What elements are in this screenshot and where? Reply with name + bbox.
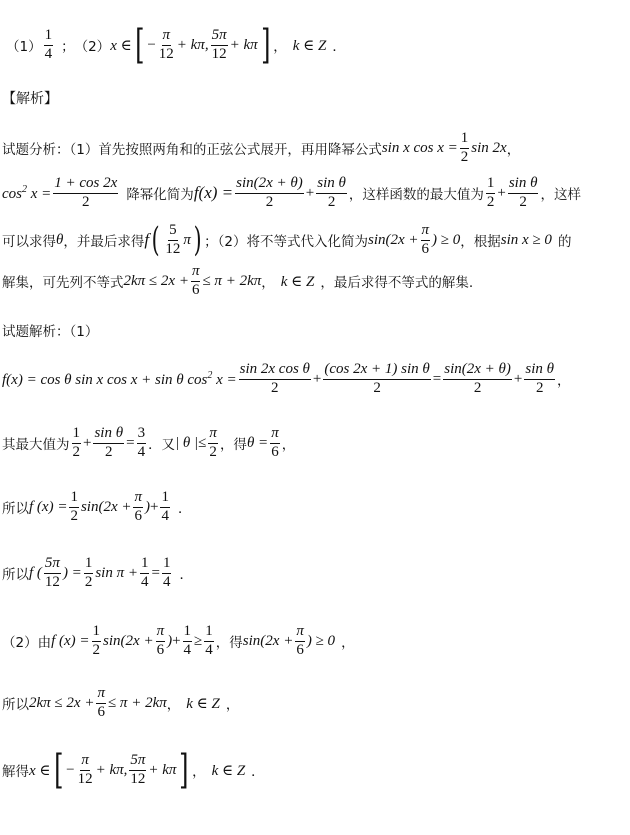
right-bracket: ]: [260, 22, 271, 68]
left-bracket: [: [53, 747, 64, 793]
solution-label: 试题解析：（1）: [2, 324, 99, 340]
right-bracket: ]: [179, 747, 189, 793]
solution-line-4: 所以 f ( $\frac{5\pi}{12}$ ) = $\frac{1}{2}$ sin π + $\frac{1}{4}$ = $\frac{1}{4}$ ．: [2, 554, 193, 590]
solution-line-1: f(x) = cos θ sin x cos x + sin θ $\cos^2 x$ = $\frac{\text{sin 2x cos θ}}{2}$ + $\frac{\text{(cos 2x + 1) sin θ}}{2}$ = $\frac{\sin(2x + \theta)}{2}$ + $\frac{\text{sin θ}}{2}$ ，: [2, 360, 571, 396]
solution-line-7: 解得 x ∈ [ − $\frac{\pi}{12}$ + kπ, $\frac{5\pi}{12}$ + kπ ] ， k ∈ Z ．: [2, 747, 265, 793]
solution-line-2: 其最大值为 $\frac{1}{2}$ + $\frac{\text{sin θ}}{2}$ = $\frac{3}{4}$ ．又 | θ |≤ $\frac{\pi}{2}$ ，得 θ = $\frac{\pi}{6}$ ，: [2, 424, 296, 460]
answer1-fraction: $\frac{1}{4}$: [44, 26, 53, 62]
solution-line-3: 所以 f (x) = $\frac{1}{2}$ sin(2x + $\frac{\pi}{6}$ ) + $\frac{1}{4}$ ．: [2, 488, 192, 524]
solution-line-5: （2）由 f (x) = $\frac{1}{2}$ sin(2x + $\frac{\pi}{6}$ ) + $\frac{1}{4}$ ≥ $\frac{1}{4}$ ，得 sin(2x + $\frac{\pi}{6}$ ) ≥ 0 ，: [2, 622, 355, 658]
hint-line-1: 试题分析：（1）首先按照两角和的正弦公式展开，再用降幂公式 sin x cos x = $\frac{1}{2}$ sin 2x ，: [2, 129, 521, 165]
solution-line-6: 所以 2kπ ≤ 2x + $\frac{\pi}{6}$ ≤ π + 2kπ ， k ∈ Z ，: [2, 684, 240, 720]
part2-label: （2）: [74, 39, 111, 55]
answer-line: （1） $\frac{1}{4}$ ； （2） x ∈ [ − $\frac{\pi}{12}$ + kπ, $\frac{5\pi}{12}$ + kπ ] ， k ∈ Z ．: [6, 22, 346, 68]
part1-label: （1）: [6, 39, 42, 55]
k-in-z: k ∈ Z: [292, 37, 327, 54]
hint-line-2: $\cos^2 x$ = $\frac{1 + \cos 2x}{2}$ 降幂化简为 f(x) = $\frac{\sin(2x + \theta)}{2}$ + $\frac{\text{sin θ}}{2}$ ，这样函数的最大值为 $\frac{1}{2}$ + $\frac{\text{sin θ}}{2}$ ，这样: [2, 174, 581, 210]
hint-line-4: 解集，可先列不等式 2kπ ≤ 2x + $\frac{\pi}{6}$ ≤ π + 2kπ ， k ∈ Z ，最后求得不等式的解集.: [2, 262, 474, 298]
analysis-title: 【解析】: [2, 91, 58, 107]
left-bracket: [: [134, 22, 145, 68]
hint-line-3: 可以求得 θ ，并最后求得 f ( $\frac{5}{12}$ π ) ；（2）将不等式代入化简为 sin(2x + $\frac{\pi}{6}$ ) ≥ 0 ，根据 sin x ≥ 0 的: [2, 220, 572, 260]
